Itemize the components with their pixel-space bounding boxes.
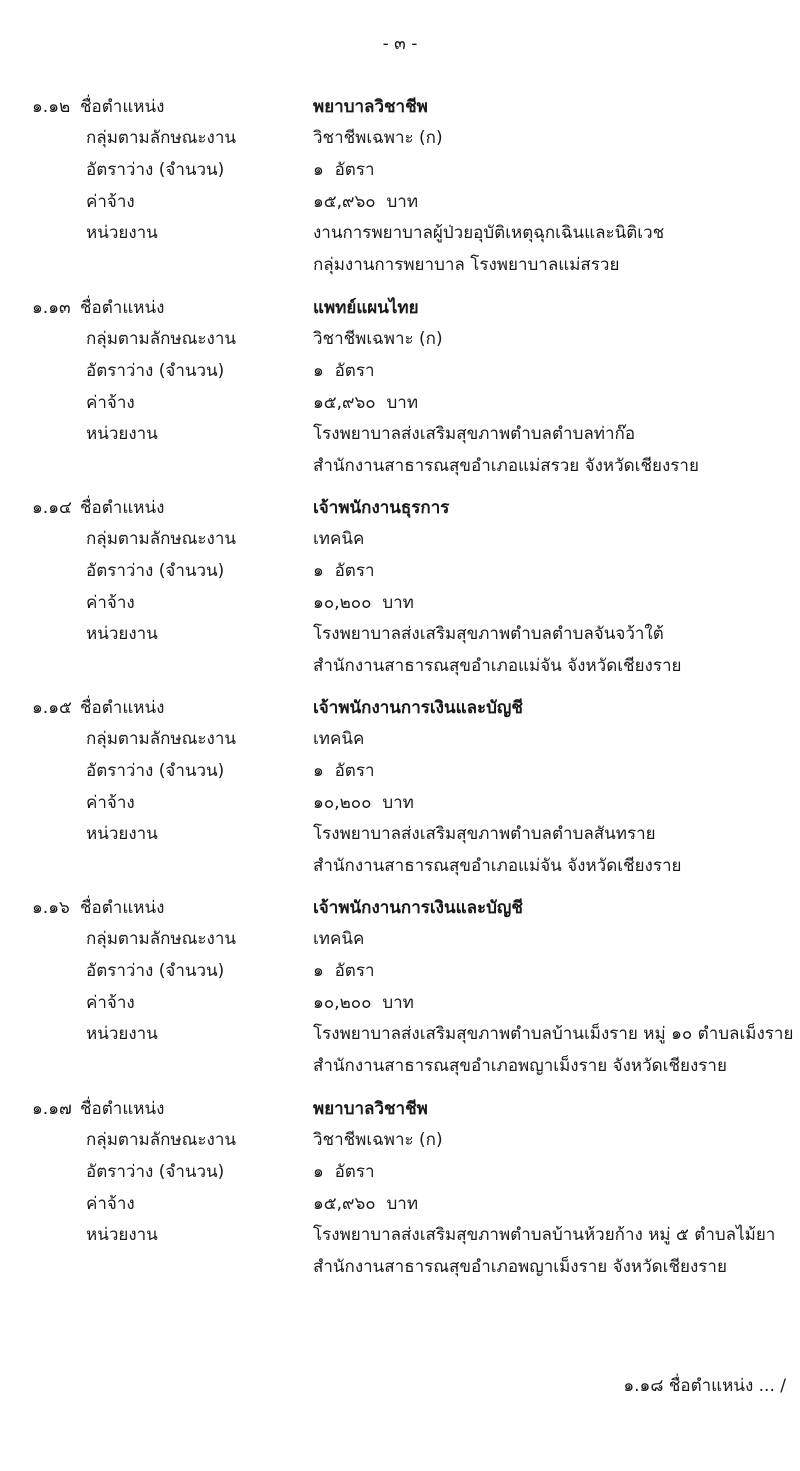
- position-title: พยาบาลวิชาชีพ: [313, 1099, 428, 1119]
- wage-value: ๑๐,๒๐๐ บาท: [313, 593, 414, 613]
- label-position-name: ชื่อตำแหน่ง: [80, 898, 165, 918]
- label-vacancy: อัตราว่าง (จำนวน): [86, 361, 225, 381]
- group-value: วิชาชีพเฉพาะ (ก): [313, 1130, 443, 1150]
- section-number: ๑.๑๗: [32, 1099, 72, 1119]
- wage-value: ๑๐,๒๐๐ บาท: [313, 793, 414, 813]
- vacancy-value: ๑ อัตรา: [313, 961, 375, 981]
- group-row: [0, 122, 800, 154]
- unit-row: [0, 1219, 800, 1251]
- label-group: กลุ่มตามลักษณะงาน: [86, 1130, 236, 1150]
- vacancy-value: ๑ อัตรา: [313, 1162, 375, 1182]
- wage-value: ๑๕,๙๖๐ บาท: [313, 192, 419, 212]
- label-unit: หน่วยงาน: [86, 223, 158, 243]
- group-row: [0, 923, 800, 955]
- label-vacancy: อัตราว่าง (จำนวน): [86, 561, 225, 581]
- wage-row: [0, 587, 800, 619]
- unit-line-1: โรงพยาบาลส่งเสริมสุขภาพตำบลตำบลท่าก๊อ: [313, 424, 636, 444]
- label-position-name: ชื่อตำแหน่ง: [80, 298, 165, 318]
- vacancy-row: [0, 555, 800, 587]
- label-group: กลุ่มตามลักษณะงาน: [86, 128, 236, 148]
- label-vacancy: อัตราว่าง (จำนวน): [86, 1162, 225, 1182]
- position-title: แพทย์แผนไทย: [313, 298, 419, 318]
- section-number: ๑.๑๕: [32, 698, 72, 718]
- label-unit: หน่วยงาน: [86, 624, 158, 644]
- unit-line-2: สำนักงานสาธารณสุขอำเภอพญาเม็งราย จังหวัดเชียงราย: [313, 1257, 727, 1277]
- unit-row: [0, 418, 800, 450]
- label-group: กลุ่มตามลักษณะงาน: [86, 529, 236, 549]
- label-wage: ค่าจ้าง: [86, 593, 135, 613]
- label-group: กลุ่มตามลักษณะงาน: [86, 929, 236, 949]
- unit-line-2: สำนักงานสาธารณสุขอำเภอแม่สรวย จังหวัดเชียงราย: [313, 456, 699, 476]
- wage-value: ๑๕,๙๖๐ บาท: [313, 1194, 419, 1214]
- position-title-row: [0, 492, 800, 524]
- group-value: เทคนิค: [313, 729, 365, 749]
- group-row: [0, 523, 800, 555]
- unit-row-continued: [0, 249, 800, 281]
- unit-row-continued: [0, 650, 800, 682]
- vacancy-value: ๑ อัตรา: [313, 561, 375, 581]
- unit-row: [0, 217, 800, 249]
- wage-value: ๑๐,๒๐๐ บาท: [313, 993, 414, 1013]
- label-position-name: ชื่อตำแหน่ง: [80, 97, 165, 117]
- label-group: กลุ่มตามลักษณะงาน: [86, 729, 236, 749]
- page-number: - ๓ -: [382, 34, 418, 54]
- vacancy-row: [0, 955, 800, 987]
- label-wage: ค่าจ้าง: [86, 393, 135, 413]
- label-wage: ค่าจ้าง: [86, 793, 135, 813]
- section-number: ๑.๑๓: [32, 298, 71, 318]
- label-vacancy: อัตราว่าง (จำนวน): [86, 160, 225, 180]
- position-title: เจ้าพนักงานการเงินและบัญชี: [313, 698, 523, 718]
- vacancy-value: ๑ อัตรา: [313, 361, 375, 381]
- label-wage: ค่าจ้าง: [86, 1194, 135, 1214]
- section-number: ๑.๑๒: [32, 97, 71, 117]
- unit-row: [0, 618, 800, 650]
- position-title: พยาบาลวิชาชีพ: [313, 97, 428, 117]
- section-number: ๑.๑๖: [32, 898, 70, 918]
- wage-row: [0, 787, 800, 819]
- label-unit: หน่วยงาน: [86, 1225, 158, 1245]
- group-value: วิชาชีพเฉพาะ (ก): [313, 329, 443, 349]
- vacancy-row: [0, 755, 800, 787]
- label-wage: ค่าจ้าง: [86, 192, 135, 212]
- unit-row-continued: [0, 1050, 800, 1082]
- label-position-name: ชื่อตำแหน่ง: [80, 498, 165, 518]
- position-section: [0, 292, 800, 492]
- group-row: [0, 1124, 800, 1156]
- unit-line-2: กลุ่มงานการพยาบาล โรงพยาบาลแม่สรวย: [313, 255, 620, 275]
- position-title: เจ้าพนักงานธุรการ: [313, 498, 450, 518]
- unit-line-1: งานการพยาบาลผู้ป่วยอุบัติเหตุฉุกเฉินและนิติเวช: [313, 223, 665, 243]
- position-title-row: [0, 892, 800, 924]
- continuation-footer: ๑.๑๘ ชื่อตำแหน่ง ... /: [623, 1376, 786, 1396]
- group-value: เทคนิค: [313, 929, 365, 949]
- unit-row-continued: [0, 850, 800, 882]
- vacancy-row: [0, 1156, 800, 1188]
- vacancy-value: ๑ อัตรา: [313, 761, 375, 781]
- label-vacancy: อัตราว่าง (จำนวน): [86, 761, 225, 781]
- vacancy-value: ๑ อัตรา: [313, 160, 375, 180]
- group-row: [0, 323, 800, 355]
- unit-line-2: สำนักงานสาธารณสุขอำเภอแม่จัน จังหวัดเชียงราย: [313, 856, 682, 876]
- label-unit: หน่วยงาน: [86, 1024, 158, 1044]
- position-section: [0, 492, 800, 692]
- position-section: [0, 892, 800, 1092]
- vacancy-row: [0, 355, 800, 387]
- label-position-name: ชื่อตำแหน่ง: [80, 1099, 165, 1119]
- wage-row: [0, 186, 800, 218]
- label-unit: หน่วยงาน: [86, 424, 158, 444]
- unit-line-1: โรงพยาบาลส่งเสริมสุขภาพตำบลบ้านห้วยก้าง หมู่ ๕ ตำบลไม้ยา: [313, 1225, 776, 1245]
- position-title-row: [0, 1093, 800, 1125]
- unit-line-2: สำนักงานสาธารณสุขอำเภอพญาเม็งราย จังหวัดเชียงราย: [313, 1056, 727, 1076]
- section-number: ๑.๑๔: [32, 498, 72, 518]
- unit-row-continued: [0, 1251, 800, 1283]
- unit-row: [0, 1018, 800, 1050]
- position-section: [0, 91, 800, 291]
- label-vacancy: อัตราว่าง (จำนวน): [86, 961, 225, 981]
- unit-row-continued: [0, 450, 800, 482]
- position-title-row: [0, 91, 800, 123]
- position-title-row: [0, 692, 800, 724]
- group-row: [0, 723, 800, 755]
- position-section: [0, 692, 800, 892]
- unit-line-1: โรงพยาบาลส่งเสริมสุขภาพตำบลบ้านเม็งราย หมู่ ๑๐ ตำบลเม็งราย: [313, 1024, 794, 1044]
- unit-line-2: สำนักงานสาธารณสุขอำเภอแม่จัน จังหวัดเชียงราย: [313, 656, 682, 676]
- unit-row: [0, 818, 800, 850]
- label-position-name: ชื่อตำแหน่ง: [80, 698, 165, 718]
- label-unit: หน่วยงาน: [86, 824, 158, 844]
- unit-line-1: โรงพยาบาลส่งเสริมสุขภาพตำบลตำบลสันทราย: [313, 824, 656, 844]
- group-value: เทคนิค: [313, 529, 365, 549]
- position-title: เจ้าพนักงานการเงินและบัญชี: [313, 898, 523, 918]
- wage-row: [0, 387, 800, 419]
- wage-row: [0, 1188, 800, 1220]
- group-value: วิชาชีพเฉพาะ (ก): [313, 128, 443, 148]
- label-group: กลุ่มตามลักษณะงาน: [86, 329, 236, 349]
- unit-line-1: โรงพยาบาลส่งเสริมสุขภาพตำบลตำบลจันจว้าใต้: [313, 624, 664, 644]
- position-section: [0, 1093, 800, 1293]
- vacancy-row: [0, 154, 800, 186]
- position-title-row: [0, 292, 800, 324]
- wage-row: [0, 987, 800, 1019]
- label-wage: ค่าจ้าง: [86, 993, 135, 1013]
- wage-value: ๑๕,๙๖๐ บาท: [313, 393, 419, 413]
